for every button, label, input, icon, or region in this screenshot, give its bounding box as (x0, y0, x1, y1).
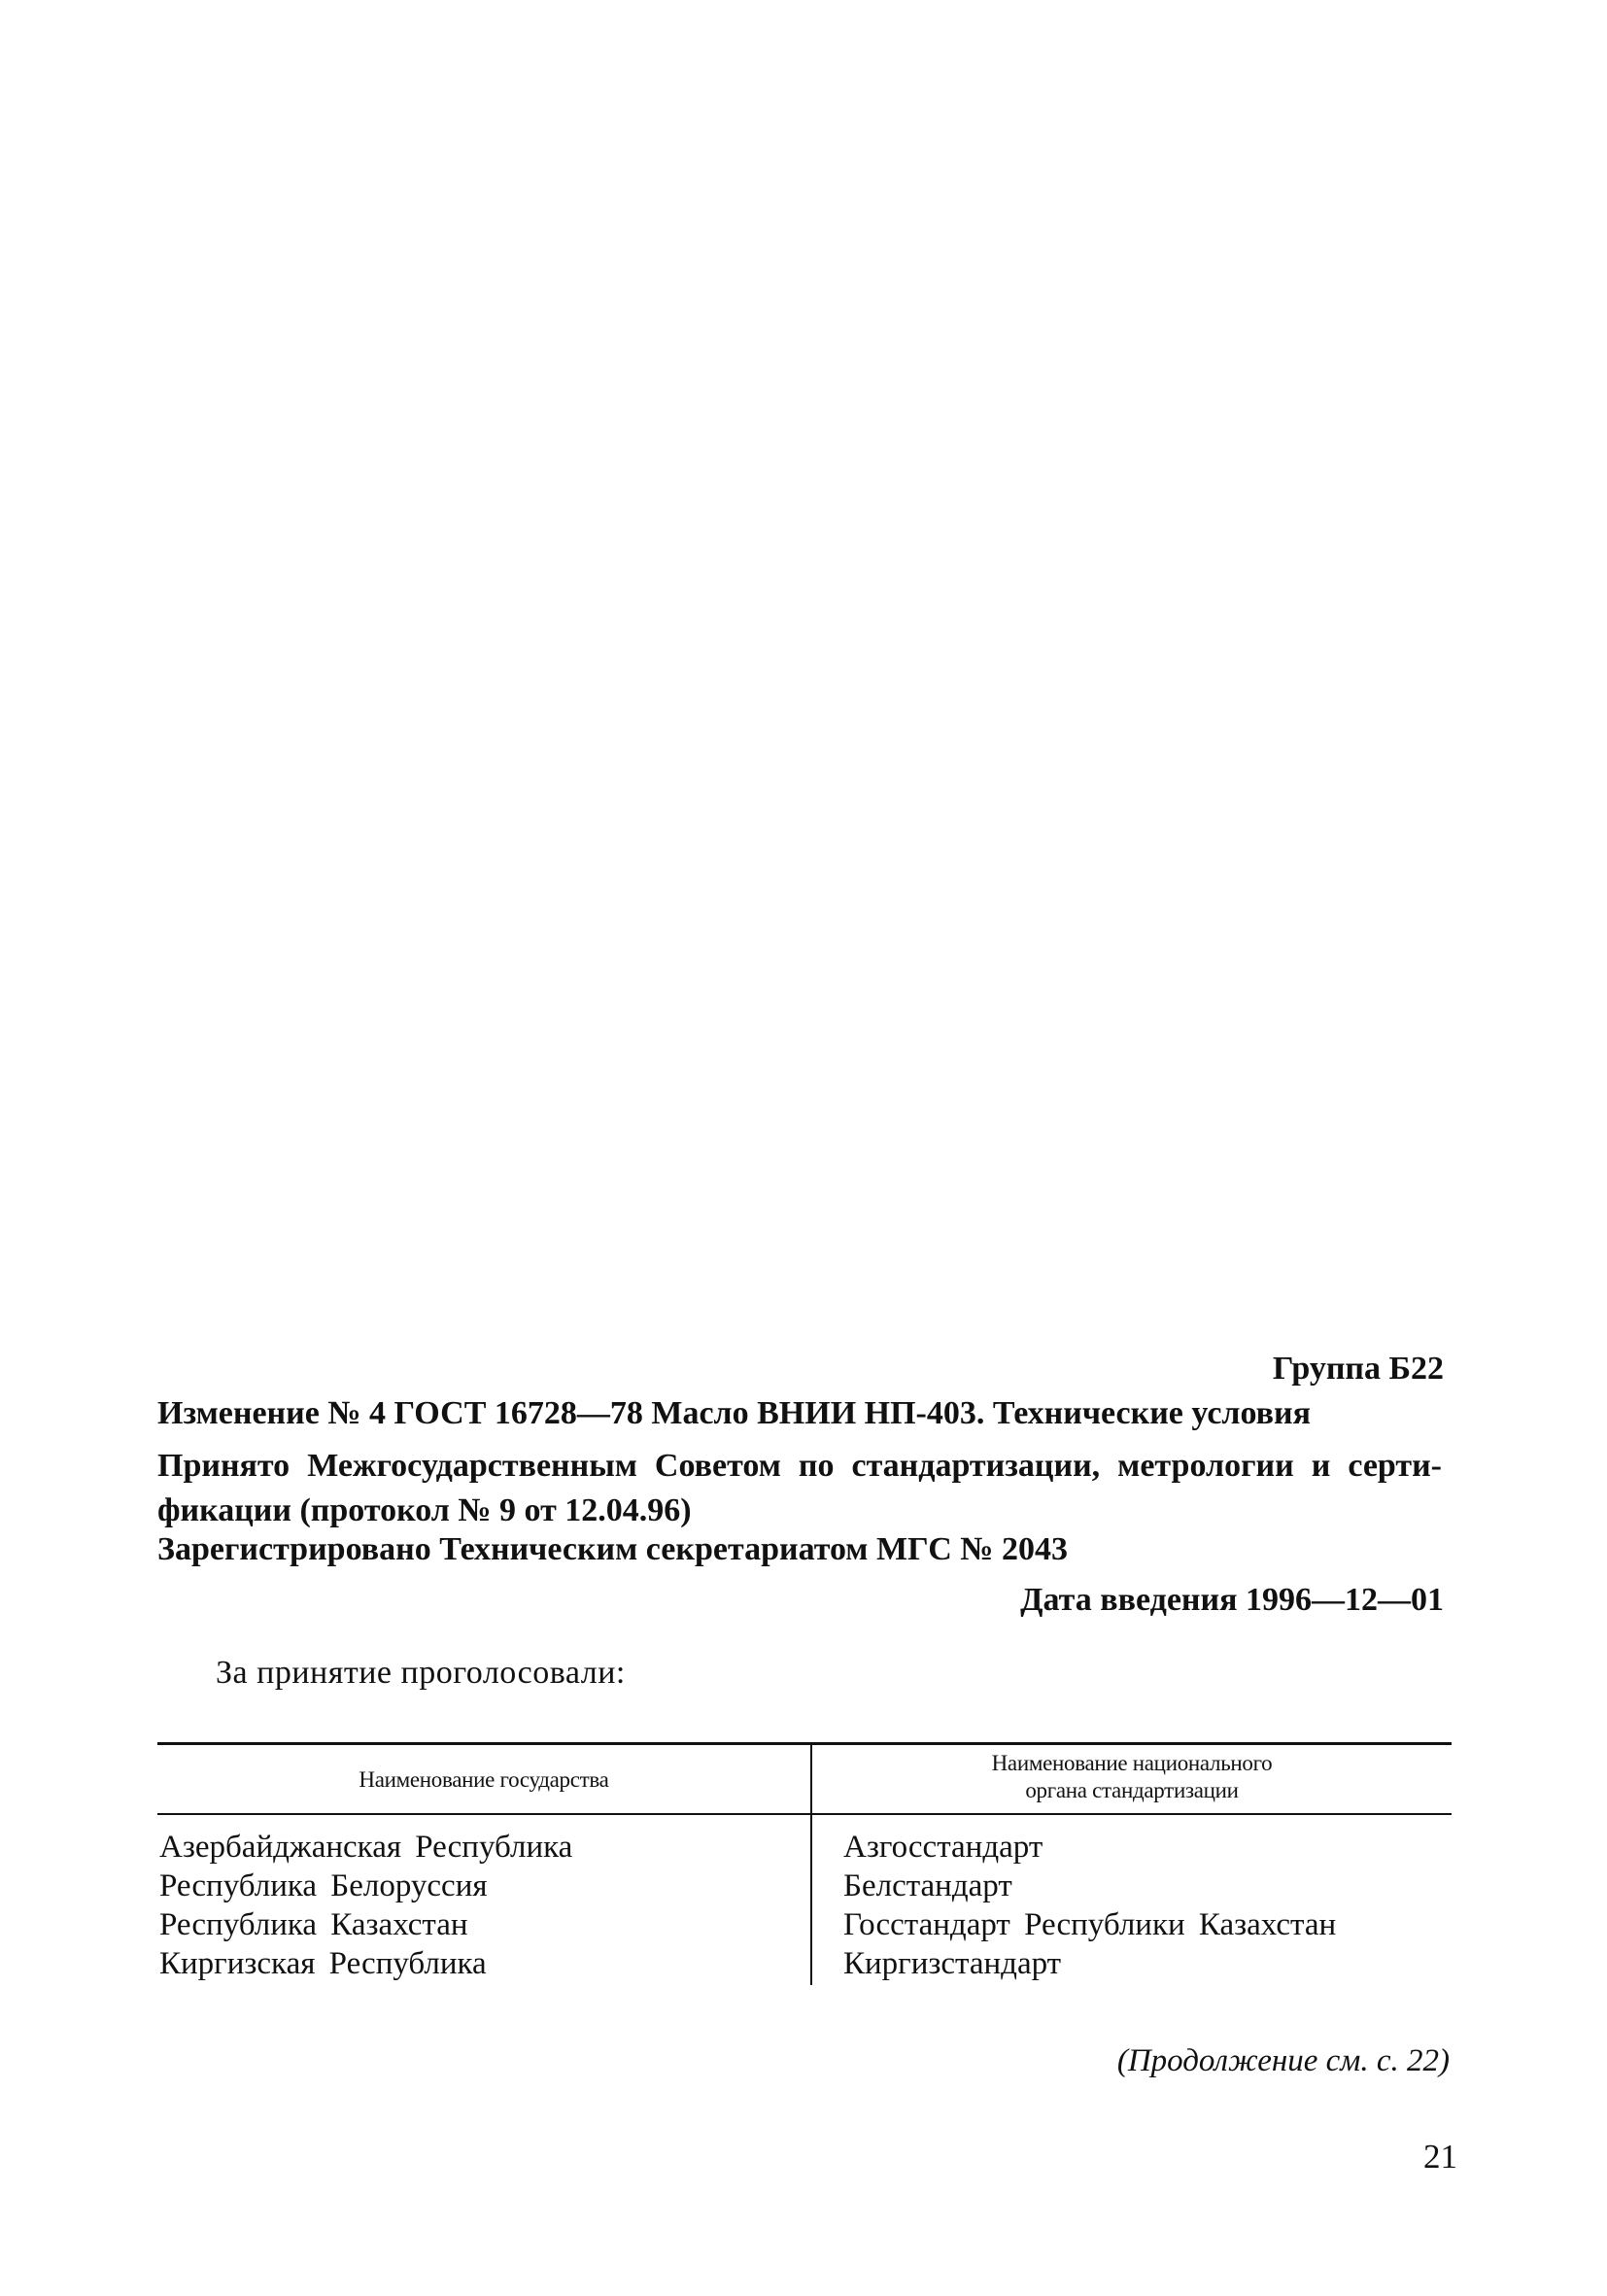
table-cell-state: Республика Казахстан (159, 1907, 468, 1942)
effective-date: Дата введения 1996—12—01 (1020, 1582, 1444, 1618)
adopted-line-2: фикации (протокол № 9 от 12.04.96) (157, 1492, 692, 1528)
adopted-line-1: Принято Межгосударственным Советом по стандартизации, метрологии и серти- (157, 1448, 1442, 1484)
table-header-rule (157, 1813, 1452, 1815)
table-cell-standards-body: Белстандарт (843, 1868, 1012, 1903)
voting-table (157, 1742, 1452, 1987)
group-code: Группа Б22 (1272, 1351, 1444, 1387)
state-column (159, 1828, 572, 1983)
column-header-standards-body-line-1: Наименование национального (991, 1751, 1273, 1775)
amendment-title: Изменение № 4 ГОСТ 16728—78 Масло ВНИИ НП-403. Технические условия (157, 1395, 1311, 1431)
column-header-standards-body-line-2: органа стандартизации (1025, 1778, 1239, 1802)
table-cell-standards-body: Госстандарт Республики Казахстан (843, 1907, 1337, 1942)
table-cell-state: Киргизская Республика (159, 1946, 487, 1981)
table-cell-state: Республика Белоруссия (159, 1868, 488, 1903)
adopted-statement (157, 1444, 1442, 1533)
table-cell-state: Азербайджанская Республика (159, 1830, 573, 1865)
table-cell-standards-body: Киргизстандарт (843, 1946, 1062, 1981)
continued-note: (Продолжение см. с. 22) (1116, 2043, 1450, 2078)
column-header-standards-body (812, 1750, 1452, 1804)
table-cell-standards-body: Азгосстандарт (843, 1830, 1043, 1865)
registration-statement: Зарегистрировано Техническим секретариатом МГС № 2043 (157, 1531, 1068, 1567)
page-number: 21 (1423, 2138, 1457, 2176)
column-header-state: Наименование государства (359, 1767, 609, 1792)
table-top-rule (157, 1742, 1452, 1745)
voted-intro: За принятие проголосовали: (216, 1655, 626, 1691)
standards-body-column (843, 1828, 1336, 1983)
